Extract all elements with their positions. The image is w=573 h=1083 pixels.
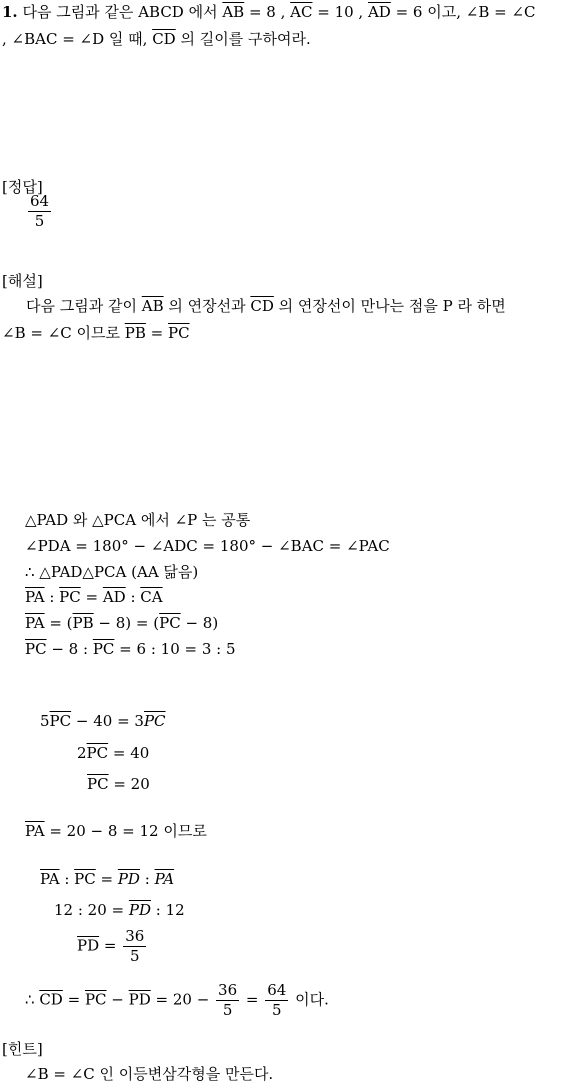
equation-4: $\overline{PA}$ : $\overline{PC} = \overline{PD}$ : $\overline{PA}$ — [40, 870, 175, 888]
explanation-line-2: ∠B = ∠C 이므로 $\overline{PB} = \overline{PC}$ — [2, 324, 190, 342]
problem-line-2: , ∠BAC = ∠D 일 때, $\overline{CD}$ 의 길이를 구하여라. — [2, 30, 311, 48]
equation-6: $\overline{PD}$ = $\frac{36}{5}$ — [77, 927, 145, 965]
equation-1: $5\overline{PC} - 40 = 3\overline{PC}$ — [40, 712, 166, 730]
pd-fraction: $\frac{36}{5}$ — [125, 927, 145, 965]
answer-value — [26, 193, 53, 230]
step-pa-value: $\overline{PA} = 20 - 8 = 12$ 이므로 — [25, 822, 207, 840]
equation-5: 12 : $20 = \overline{PD}$ : 12 — [54, 901, 185, 919]
final-answer-line: ∴ $\overline{CD} = \overline{PC} - \overline{PD} = 20$ − $\frac{36}{5}$ = $\frac{64}{5}$ 이다. — [25, 981, 329, 1019]
step-ratio: $\overline{PA}$ : $\overline{PC} = \overline{AD}$ : $\overline{CA}$ — [25, 588, 163, 606]
step-pa-expression: $\overline{PA} = (\overline{PB} - 8) = (\overline{PC} - 8)$ — [25, 614, 219, 632]
problem-line-1: 1. 다음 그림과 같은 ABCD 에서 $\overline{AB} = 8$ , $\overline{AC} = 10$ , $\overline{AD} = 6$ 이고, ∠B = ∠C — [2, 3, 536, 21]
step-proportion: $\overline{PC} - 8$ : $\overline{PC} = 6$ : 10 = 3 : 5 — [25, 640, 236, 658]
hint-heading: [힌트] — [2, 1040, 43, 1058]
equation-3: $\overline{PC} = 20$ — [87, 775, 150, 793]
explanation-heading: [해설] — [2, 272, 43, 290]
fraction-64-5: $\frac{64}{5}$ — [267, 981, 287, 1019]
answer-fraction: $\frac{64}{5}$ — [30, 192, 50, 230]
fraction-36-5: $\frac{36}{5}$ — [218, 981, 238, 1019]
step-angle-equal: ∠PDA = 180° − ∠ADC = 180° − ∠BAC = ∠PAC — [25, 537, 390, 555]
equation-2: $2\overline{PC} = 40$ — [77, 744, 150, 762]
answer-heading: [정답] — [2, 178, 43, 196]
step-common-angle: △PAD 와 △PCA 에서 ∠P 는 공통 — [25, 511, 251, 529]
hint-text: ∠B = ∠C 인 이등변삼각형을 만든다. — [25, 1065, 274, 1083]
explanation-line-1: 다음 그림과 같이 $\overline{AB}$ 의 연장선과 $\overline{CD}$ 의 연장선이 만나는 점을 P 라 하면 — [26, 297, 506, 315]
step-similar: ∴ △PAD△PCA (AA 닮음) — [25, 563, 199, 581]
problem-number: 1. — [2, 3, 18, 21]
